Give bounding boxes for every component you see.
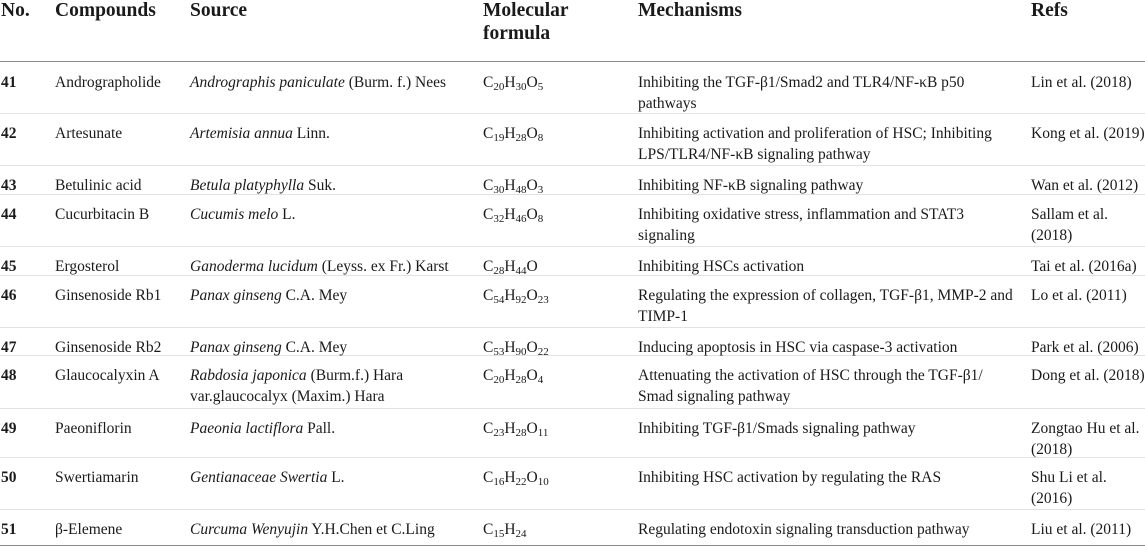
compound-name: Ergosterol (55, 258, 120, 275)
source-species: Andrographis paniculate (190, 74, 345, 91)
header-refs: Refs (1031, 0, 1068, 21)
formula-element: H (504, 177, 516, 194)
row-number: 51 (1, 521, 17, 538)
molecular-formula (483, 204, 543, 225)
formula-element: O (526, 469, 538, 486)
formula-element: H (504, 125, 516, 142)
formula-count: 53 (493, 346, 505, 358)
formula-count: 22 (537, 346, 549, 358)
row-number: 48 (1, 367, 17, 384)
header-molecular-formula (483, 0, 569, 45)
mechanism: Inhibiting activation and proliferation of HSC; Inhibiting LPS/TLR4/NF-κB signaling pathway (638, 125, 992, 163)
formula-element: C (483, 469, 494, 486)
molecular-formula (483, 123, 543, 144)
formula-element: H (504, 469, 516, 486)
formula-element: C (483, 339, 494, 356)
source (190, 123, 475, 144)
compound-name: β-Elemene (55, 521, 123, 538)
compound-name: Cucurbitacin B (55, 206, 150, 223)
mechanism: Inhibiting HSC activation by regulating the RAS (638, 469, 942, 486)
row-number: 50 (1, 469, 17, 486)
molecular-formula (483, 467, 549, 488)
source-authority: L. (327, 469, 345, 486)
formula-element: H (504, 206, 516, 223)
source-species: Paeonia lactiflora (190, 420, 304, 437)
formula-count: 90 (515, 346, 527, 358)
formula-count: 23 (537, 294, 549, 306)
formula-count: 32 (493, 213, 505, 225)
molecular-formula (483, 365, 543, 386)
formula-count: 44 (515, 265, 527, 277)
table-row (0, 165, 1145, 195)
mechanism: Inhibiting TGF-β1/Smads signaling pathway (638, 420, 916, 437)
formula-count: 30 (515, 81, 527, 93)
source-species: Betula platyphylla (190, 177, 305, 194)
source-authority: Y.H.Chen et C.Ling (308, 521, 435, 538)
formula-count: 48 (515, 184, 527, 196)
row-number: 41 (1, 74, 17, 91)
formula-count: 5 (537, 81, 544, 93)
table-row (0, 275, 1145, 328)
formula-element: H (504, 420, 516, 437)
reference-link[interactable]: Tai et al. (2016a) (1031, 258, 1137, 275)
formula-element: O (526, 74, 538, 91)
formula-element: O (526, 367, 538, 384)
reference-link[interactable]: Wan et al. (2012) (1031, 177, 1139, 194)
molecular-formula (483, 256, 538, 277)
header-molecular-formula-line2: formula (483, 23, 551, 44)
formula-count: 20 (493, 374, 505, 386)
formula-element: C (483, 177, 494, 194)
compound-name: Artesunate (55, 125, 123, 142)
row-number: 49 (1, 420, 17, 437)
formula-element: H (504, 339, 516, 356)
formula-count: 28 (515, 132, 527, 144)
compound-name: Betulinic acid (55, 177, 142, 194)
formula-count: 16 (493, 476, 505, 488)
table-row (0, 355, 1145, 409)
source-authority: (Leyss. ex Fr.) Karst (317, 258, 449, 275)
formula-count: 22 (515, 476, 527, 488)
formula-count: 24 (515, 528, 527, 540)
source (190, 72, 475, 93)
formula-count: 28 (515, 427, 527, 439)
table-row (0, 457, 1145, 510)
source-species: Rabdosia japonica (190, 367, 307, 384)
source (190, 175, 475, 196)
formula-count: 3 (537, 184, 544, 196)
formula-count: 19 (493, 132, 505, 144)
mechanism: Attenuating the activation of HSC through the TGF-β1/ Smad signaling pathway (638, 367, 983, 405)
formula-element: O (526, 125, 538, 142)
source-species: Ganoderma lucidum (190, 258, 318, 275)
compound-name: Paeoniflorin (55, 420, 132, 437)
mechanism: Inhibiting the TGF-β1/Smad2 and TLR4/NF-κB p50 pathways (638, 74, 965, 112)
formula-count: 28 (493, 265, 505, 277)
formula-element: O (526, 287, 538, 304)
mechanism: Regulating endotoxin signaling transduction pathway (638, 521, 970, 538)
formula-element: C (483, 420, 494, 437)
formula-element: C (483, 367, 494, 384)
formula-count: 20 (493, 81, 505, 93)
header-source: Source (190, 0, 248, 21)
table-row (0, 194, 1145, 247)
header-compounds: Compounds (55, 0, 156, 21)
source (190, 418, 475, 439)
formula-element: C (483, 206, 494, 223)
formula-element: O (526, 339, 538, 356)
source-species: Panax ginseng (190, 339, 282, 356)
row-number: 44 (1, 206, 17, 223)
source-authority: L. (278, 206, 296, 223)
formula-element: O (526, 206, 538, 223)
formula-element: O (526, 420, 538, 437)
formula-element: O (526, 258, 538, 275)
source (190, 285, 475, 306)
formula-count: 4 (537, 374, 544, 386)
formula-element: H (504, 74, 516, 91)
row-number: 45 (1, 258, 17, 275)
source (190, 204, 475, 225)
reference-link[interactable]: Liu et al. (2011) (1031, 521, 1132, 538)
formula-count: 46 (515, 213, 527, 225)
formula-count: 30 (493, 184, 505, 196)
source (190, 467, 475, 488)
source (190, 365, 475, 407)
molecular-formula (483, 418, 548, 439)
formula-element: C (483, 287, 494, 304)
compound-name: Glaucocalyxin A (55, 367, 160, 384)
source (190, 256, 475, 277)
source-authority: (Burm. f.) Nees (344, 74, 447, 91)
formula-element: C (483, 258, 494, 275)
mechanism: Inhibiting HSCs activation (638, 258, 805, 275)
compound-name: Andrographolide (55, 74, 161, 91)
compound-name: Swertiamarin (55, 469, 139, 486)
table-row (0, 246, 1145, 276)
source-authority: Suk. (304, 177, 336, 194)
header-no: No. (1, 0, 30, 21)
reference-link[interactable]: Park et al. (2006) (1031, 339, 1139, 356)
mechanism: Inhibiting NF-κB signaling pathway (638, 177, 864, 194)
formula-element: H (504, 287, 516, 304)
molecular-formula (483, 285, 549, 306)
source (190, 519, 475, 540)
formula-element: C (483, 125, 494, 142)
table-row (0, 509, 1145, 546)
compound-name: Ginsenoside Rb2 (55, 339, 162, 356)
mechanism: Inhibiting oxidative stress, inflammation and STAT3 signaling (638, 206, 964, 244)
source-species: Curcuma Wenyujin (190, 521, 309, 538)
reference-link[interactable]: Lin et al. (2018) (1031, 74, 1132, 91)
reference-link[interactable]: Sallam et al. (2018) (1031, 206, 1109, 244)
table-row (0, 62, 1145, 114)
compound-name: Ginsenoside Rb1 (55, 287, 162, 304)
formula-count: 15 (493, 528, 505, 540)
source-species: Artemisia annua (190, 125, 293, 142)
table-header (0, 0, 1145, 62)
molecular-formula (483, 72, 543, 93)
source-authority: Pall. (303, 420, 336, 437)
formula-element: C (483, 521, 494, 538)
row-number: 47 (1, 339, 17, 356)
formula-count: 92 (515, 294, 527, 306)
molecular-formula (483, 175, 543, 196)
mechanism: Regulating the expression of collagen, TGF-β1, MMP-2 and TIMP-1 (638, 287, 1013, 325)
row-number: 43 (1, 177, 17, 194)
formula-count: 10 (537, 476, 549, 488)
row-number: 46 (1, 287, 17, 304)
formula-element: H (504, 521, 516, 538)
formula-count: 8 (537, 132, 544, 144)
table-row (0, 408, 1145, 458)
formula-count: 54 (493, 294, 505, 306)
header-molecular-formula-line1: Molecular (483, 0, 569, 21)
source-species: Cucumis melo (190, 206, 279, 223)
molecular-formula (483, 519, 527, 540)
formula-element: H (504, 258, 516, 275)
formula-count: 8 (537, 213, 544, 225)
source-authority: C.A. Mey (281, 339, 348, 356)
table-row (0, 327, 1145, 356)
reference-link[interactable]: Dong et al. (2018) (1031, 367, 1145, 384)
reference-link[interactable]: Kong et al. (2019) (1031, 125, 1145, 142)
reference-link[interactable]: Shu Li et al. (2016) (1031, 469, 1107, 507)
table-row (0, 113, 1145, 166)
header-mechanisms: Mechanisms (638, 0, 742, 21)
source-species: Gentianaceae Swertia (190, 469, 328, 486)
formula-element: H (504, 367, 516, 384)
formula-count: 28 (515, 374, 527, 386)
source-authority: Linn. (292, 125, 330, 142)
row-number: 42 (1, 125, 17, 142)
formula-element: O (526, 177, 538, 194)
source-species: Panax ginseng (190, 287, 282, 304)
formula-count: 11 (537, 427, 549, 439)
source-authority: C.A. Mey (281, 287, 348, 304)
formula-element: C (483, 74, 494, 91)
reference-link[interactable]: Zongtao Hu et al. (2018) (1031, 420, 1140, 458)
mechanism: Inducing apoptosis in HSC via caspase-3 activation (638, 339, 958, 356)
formula-count: 23 (493, 427, 505, 439)
source-authority: (Burm.f.) Hara var.glaucocalyx (Maxim.) Hara (190, 367, 404, 405)
reference-link[interactable]: Lo et al. (2011) (1031, 287, 1127, 304)
